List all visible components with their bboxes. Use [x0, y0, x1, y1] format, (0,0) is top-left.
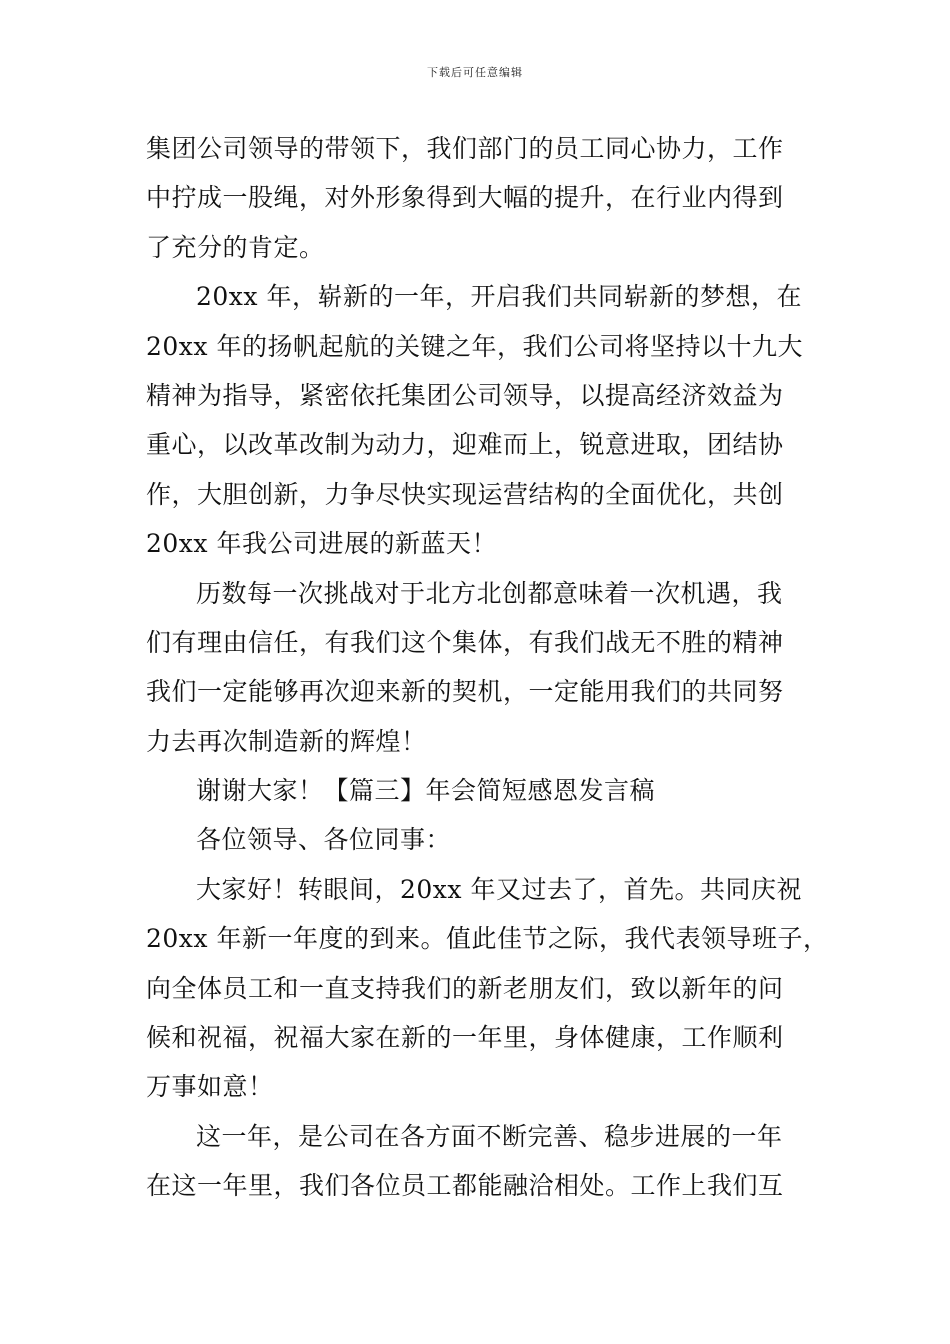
- paragraph-start: 20xx 年，崭新的一年，开启我们共同崭新的梦想，在: [196, 282, 802, 312]
- text-line: 重心，以改革改制为动力，迎难而上，锐意进取，团结协: [146, 430, 784, 460]
- text-line: 万事如意！: [146, 1072, 274, 1102]
- text-line: 向全体员工和一直支持我们的新老朋友们，致以新年的问: [146, 973, 784, 1003]
- section-title-line: 谢谢大家！【篇三】年会简短感恩发言稿: [196, 776, 656, 806]
- text-line: 力去再次制造新的辉煌！: [146, 726, 427, 756]
- salutation: 各位领导、各位同事：: [196, 825, 452, 855]
- text-line: 作，大胆创新，力争尽快实现运营结构的全面优化，共创: [146, 479, 784, 509]
- text-line: 20xx 年新一年度的到来。值此佳节之际，我代表领导班子，: [146, 924, 829, 954]
- paragraph-start: 大家好！转眼间，20xx 年又过去了，首先。共同庆祝: [196, 874, 802, 904]
- page-header: 下载后可任意编辑: [427, 66, 523, 79]
- text-line: 中拧成一股绳，对外形象得到大幅的提升，在行业内得到: [146, 183, 784, 213]
- text-line: 们有理由信任，有我们这个集体，有我们战无不胜的精神: [146, 627, 784, 657]
- paragraph-start: 这一年，是公司在各方面不断完善、稳步进展的一年: [196, 1121, 783, 1151]
- text-line: 我们一定能够再次迎来新的契机，一定能用我们的共同努: [146, 677, 784, 707]
- text-line: 在这一年里，我们各位员工都能融洽相处。工作上我们互: [146, 1171, 784, 1201]
- text-line: 20xx 年的扬帆起航的关键之年，我们公司将坚持以十九大: [146, 331, 803, 361]
- document-body: [146, 124, 829, 1211]
- text-line: 精神为指导，紧密依托集团公司领导，以提高经济效益为: [146, 380, 784, 410]
- text-line: 了充分的肯定。: [146, 232, 325, 262]
- paragraph-start: 历数每一次挑战对于北方北创都意味着一次机遇，我: [196, 578, 783, 608]
- text-line: 候和祝福，祝福大家在新的一年里，身体健康，工作顺利: [146, 1023, 784, 1053]
- text-line: 集团公司领导的带领下，我们部门的员工同心协力，工作: [146, 134, 784, 163]
- text-line: 20xx 年我公司进展的新蓝天！: [146, 529, 497, 559]
